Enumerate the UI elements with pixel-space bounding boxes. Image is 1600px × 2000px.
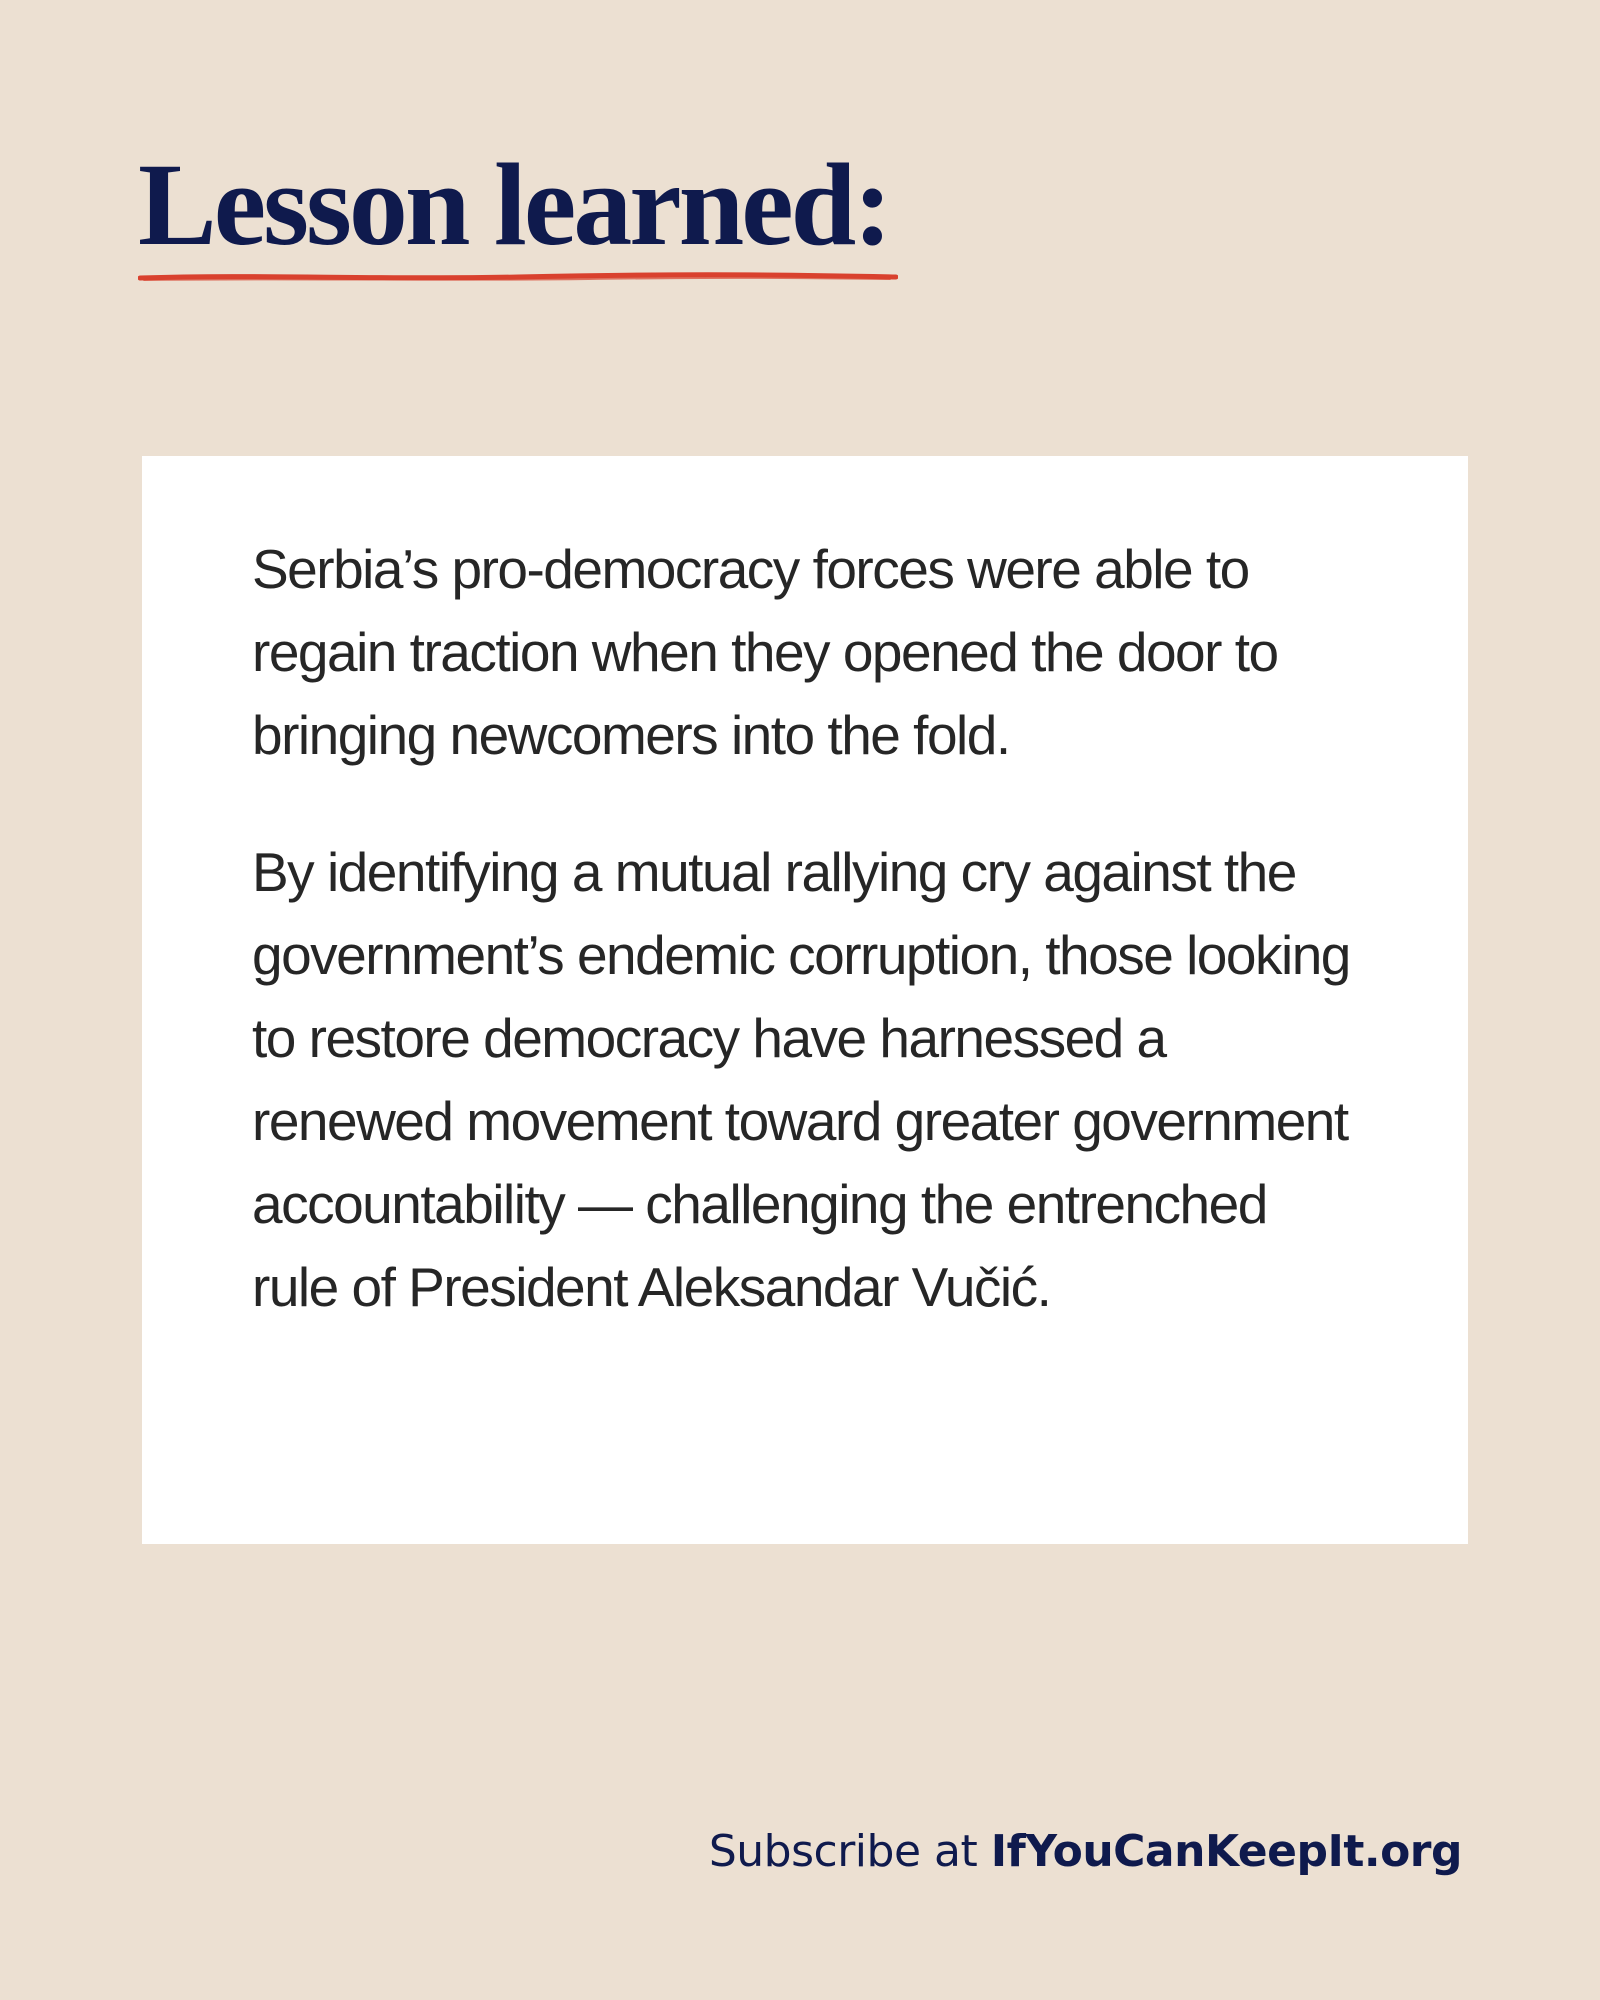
lesson-card xyxy=(142,456,1468,1544)
page-title: Lesson learned: xyxy=(138,139,890,270)
subscribe-footer xyxy=(709,1826,1462,1877)
lesson-paragraph-1: Serbia’s pro-democracy forces were able to regain traction when they opened the door to bringing newcomers into the fold. xyxy=(252,538,1278,766)
subscribe-prefix: Subscribe at xyxy=(708,1826,978,1877)
subscribe-link[interactable]: IfYouCanKeepIt.org xyxy=(990,1826,1462,1877)
title-underline xyxy=(138,270,898,284)
lesson-paragraph-2: By identifying a mutual rallying cry against the government’s endemic corruption, those looking to restore democracy have harnessed a renewed movement toward greater government accountability — challenging the entrenched rule of President Aleksandar Vučić. xyxy=(252,841,1350,1318)
